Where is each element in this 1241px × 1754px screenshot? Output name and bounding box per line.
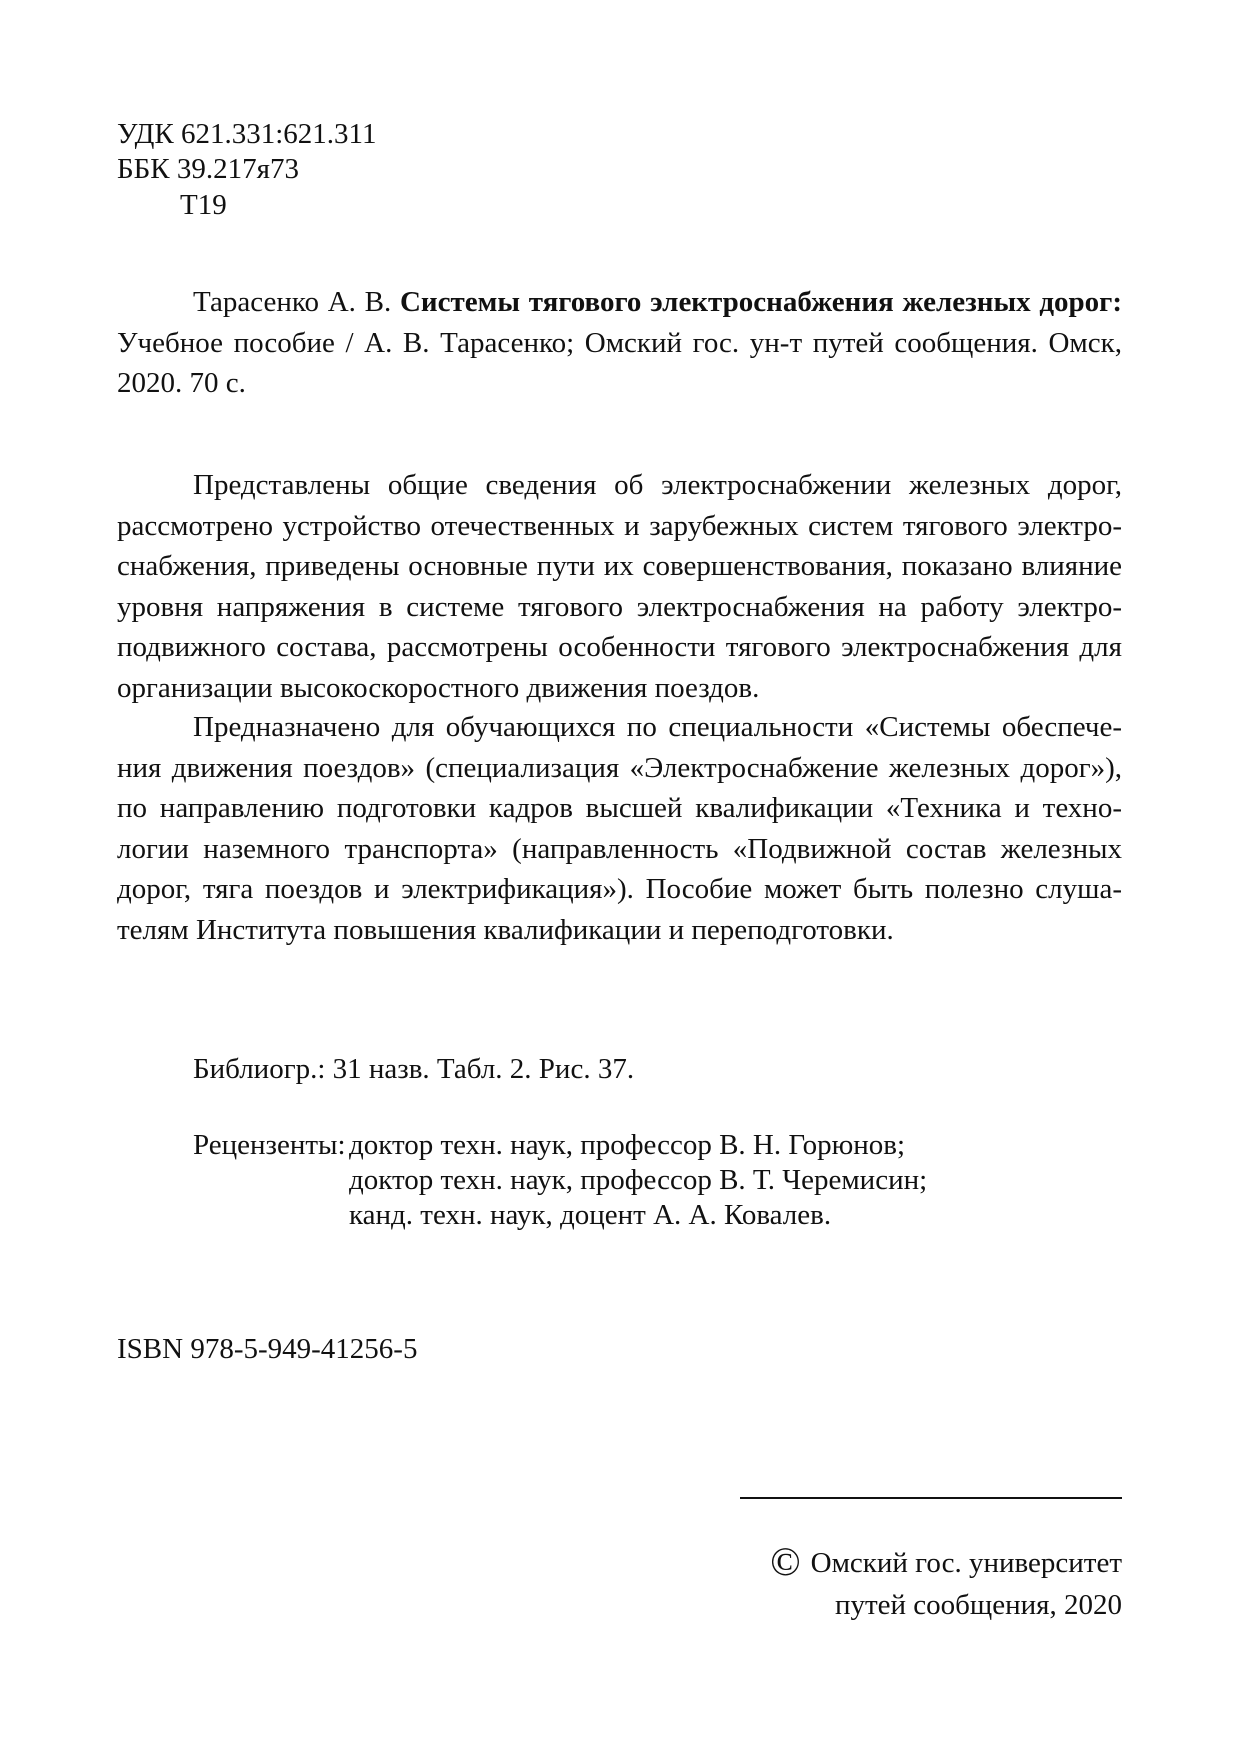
bibliography-note: Библиогр.: 31 назв. Табл. 2. Рис. 37. (193, 1053, 635, 1085)
abstract-line: логии наземного транспорта» (направленность «Подвижной состав железных (117, 832, 1122, 865)
abstract-line: организации высокоскоростного движения поездов. (117, 671, 760, 704)
author-sign: Т19 (180, 189, 227, 221)
abstract-line: телям Института повышения квалификации и переподготовки. (117, 913, 894, 946)
bibliographic-record-line-1 (117, 282, 1122, 323)
copyright-line-2: путей сообщения, 2020 (834, 1589, 1122, 1621)
bibliographic-record (117, 282, 1122, 404)
copyright-icon: © (770, 1539, 801, 1584)
bibliographic-record-line-2: Учебное пособие / А. В. Тарасенко; Омский гос. ун-т путей сообщения. Омск, (117, 326, 1122, 359)
abstract-paragraph-1 (117, 465, 1122, 708)
abstract-line: Предназначено для обучающихся по специальности «Системы обеспече- (193, 711, 1122, 743)
reviewer-3: канд. техн. наук, доцент А. А. Ковалев. (349, 1199, 832, 1231)
bbk-code: ББК 39.217я73 (117, 153, 299, 185)
reviewer-2: доктор техн. наук, профессор В. Т. Черемисин; (349, 1164, 928, 1196)
abstract-line: Представлены общие сведения об электроснабжении железных дорог, (193, 469, 1122, 501)
bibliographic-record-line-3: 2020. 70 с. (117, 367, 246, 399)
abstract-line: ния движения поездов» (специализация «Электроснабжение железных дорог»), (117, 751, 1122, 784)
abstract-paragraph-2 (117, 707, 1122, 950)
udk-code: УДК 621.331:621.311 (117, 118, 377, 150)
copyright-divider (740, 1497, 1122, 1499)
abstract-line: дорог, тяга поездов и электрификация»). Пособие может быть полезно слуша- (117, 873, 1122, 905)
abstract-line: снабжения, приведены основные пути их совершенствования, показано влияние (117, 550, 1122, 582)
abstract-line: подвижного состава, рассмотрены особенности тягового электроснабжения для (117, 631, 1122, 663)
author-name: Тарасенко А. В. (193, 286, 400, 318)
abstract-line: уровня напряжения в системе тягового электроснабжения на работу электро- (117, 590, 1122, 623)
reviewer-1: доктор техн. наук, профессор В. Н. Горюнов; (349, 1129, 906, 1161)
reviewers-label: Рецензенты: (193, 1129, 346, 1161)
copyright-holder: Омский гос. университет (810, 1547, 1122, 1579)
abstract-line: по направлению подготовки кадров высшей квалификации «Техника и техно- (117, 792, 1122, 824)
abstract-line: рассмотрено устройство отечественных и зарубежных систем тягового электро- (117, 509, 1122, 542)
book-title: Системы тягового электроснабжения железных дорог: (399, 286, 1122, 318)
copyright-line-1 (770, 1539, 1122, 1584)
isbn: ISBN 978-5-949-41256-5 (117, 1333, 418, 1365)
